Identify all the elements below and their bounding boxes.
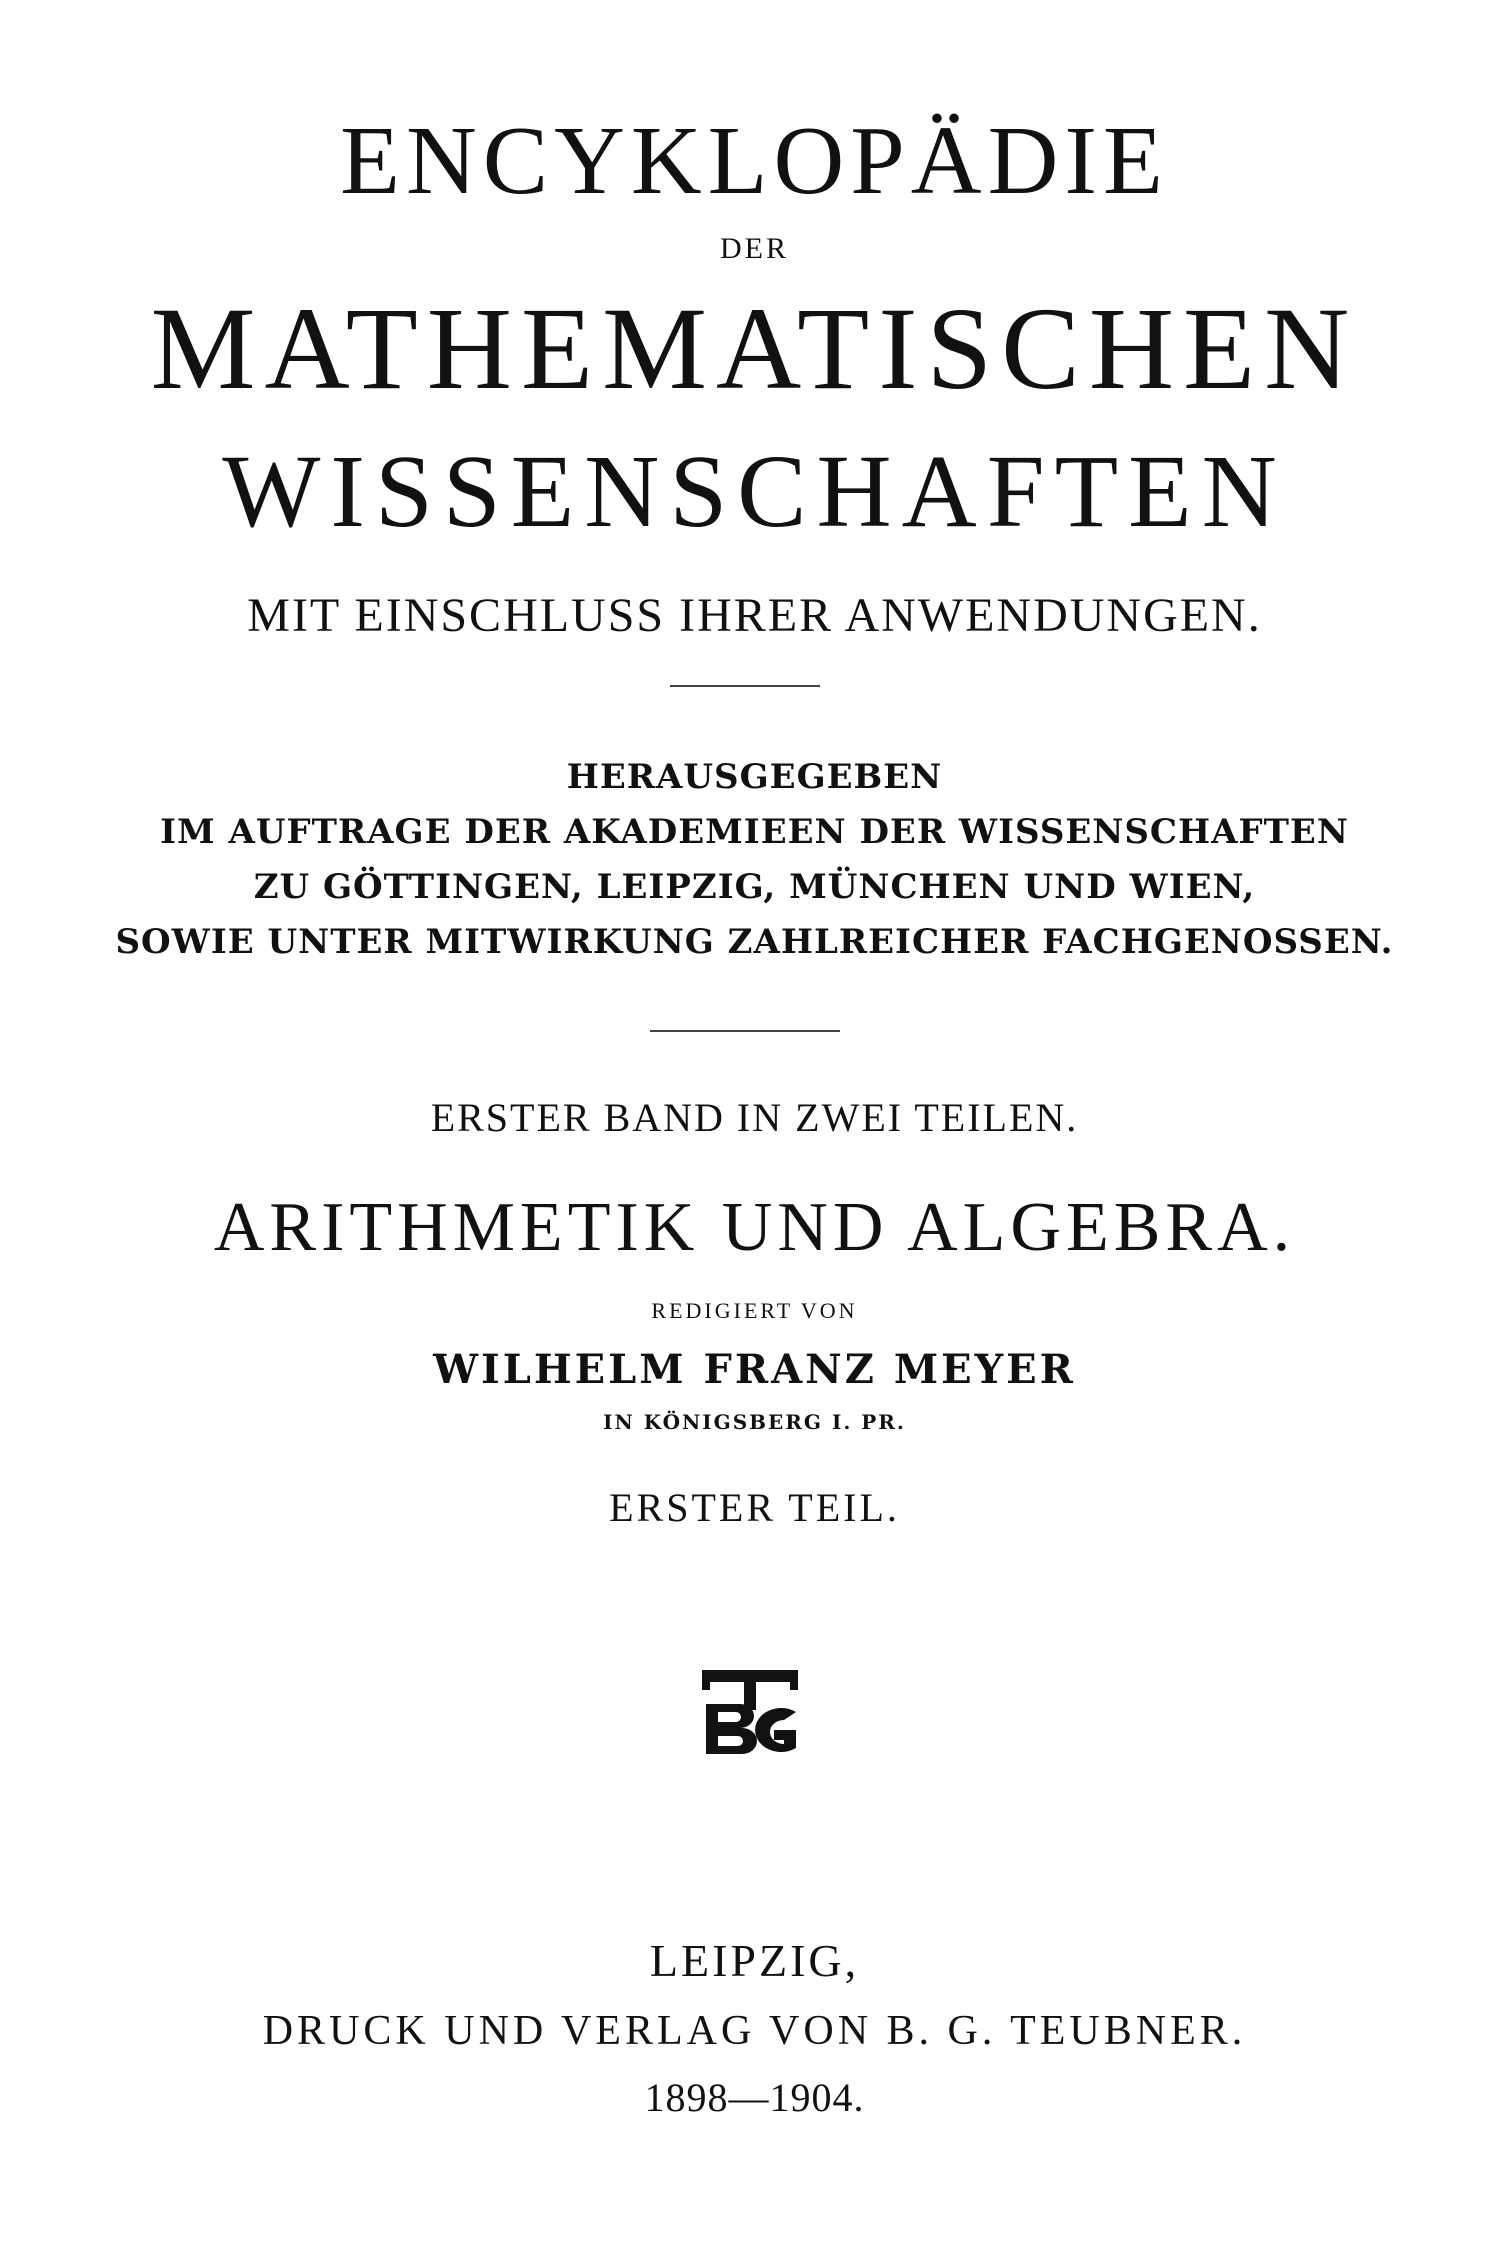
title-line2: MATHEMATISCHEN: [150, 283, 1359, 414]
editor-location: IN KÖNIGSBERG I. PR.: [603, 1410, 906, 1434]
volume-topic: ARITHMETIK UND ALGEBRA.: [213, 1189, 1296, 1266]
publisher-note-line: SOWIE UNTER MITWIRKUNG ZAHLREICHER FACHGENOSSEN.: [115, 922, 1394, 962]
title-der: DER: [720, 232, 789, 265]
title-main: ENCYKLOPÄDIE: [340, 107, 1169, 215]
imprint-publisher: DRUCK UND VERLAG VON B. G. TEUBNER.: [262, 2008, 1247, 2054]
volume-part: ERSTER TEIL.: [609, 1485, 900, 1530]
publisher-logo-icon: [700, 1668, 800, 1758]
subtitle: MIT EINSCHLUSS IHRER ANWENDUNGEN.: [247, 589, 1262, 642]
volume-band: ERSTER BAND IN ZWEI TEILEN.: [430, 1095, 1079, 1140]
publisher-note-line: IM AUFTRAGE DER AKADEMIEEN DER WISSENSCHAFTEN: [160, 812, 1349, 852]
publisher-note-line: ZU GÖTTINGEN, LEIPZIG, MÜNCHEN UND WIEN,: [253, 867, 1256, 907]
publisher-note-line: HERAUSGEGEBEN: [566, 757, 943, 797]
imprint-years: 1898—1904.: [644, 2075, 865, 2120]
divider-rule: [670, 685, 820, 687]
imprint-city: LEIPZIG,: [649, 1935, 860, 1986]
title-line3: WISSENSCHAFTEN: [222, 434, 1287, 549]
divider-rule: [650, 1030, 840, 1032]
edited-by-label: REDIGIERT VON: [651, 1298, 858, 1323]
editor-name: WILHELM FRANZ MEYER: [433, 1346, 1076, 1393]
